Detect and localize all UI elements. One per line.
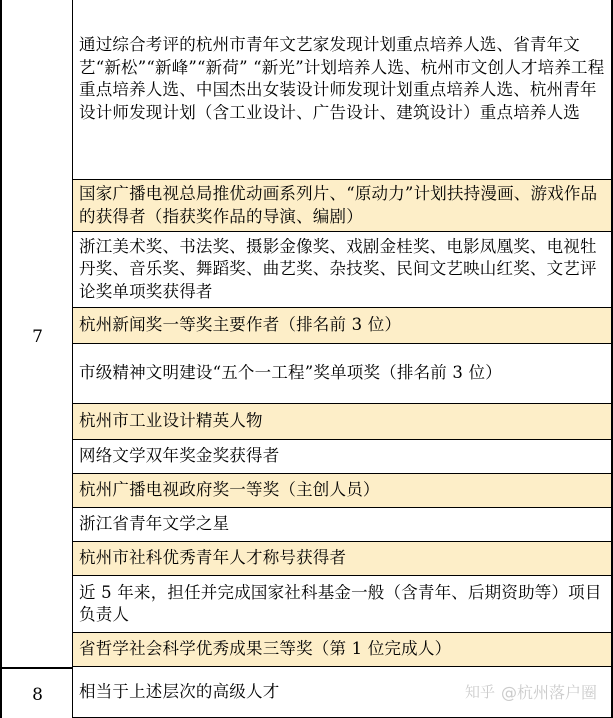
table-row — [73, 180, 611, 232]
watermark-text: @杭州落户圈 — [500, 683, 597, 702]
row-text: 杭州新闻奖一等奖主要作者（排名前 3 位） — [79, 315, 402, 335]
table-row — [73, 232, 611, 308]
row-text: 近 5 年来，担任并完成国家社科基金一般（含青年、后期资助等）项目负责人 — [79, 582, 602, 624]
watermark — [465, 680, 597, 703]
row-text: 网络文学双年奖金奖获得者 — [79, 446, 280, 466]
row-text: 省哲学社会科学优秀成果三等奖（第 1 位完成人） — [79, 639, 452, 659]
level-separator — [2, 667, 73, 669]
row-text: 杭州市社科优秀青年人才称号获得者 — [79, 548, 347, 568]
table-row — [73, 508, 611, 542]
row-text: 杭州市工业设计精英人物 — [79, 411, 263, 431]
table-row — [73, 0, 611, 180]
level-column — [2, 0, 73, 718]
table-row — [73, 633, 611, 667]
row-text: 市级精神文明建设“五个一工程”奖单项奖（排名前 3 位） — [79, 363, 502, 383]
table-row — [73, 576, 611, 633]
level-number-8: 8 — [32, 685, 43, 705]
table-row — [73, 308, 611, 344]
level-number-7: 7 — [32, 327, 43, 347]
row-text: 国家广播电视总局推优动画系列片、“原动力”计划扶持漫画、游戏作品的获得者（指获奖作品的导演、编剧） — [79, 184, 598, 226]
table-row — [73, 474, 611, 508]
row-text: 浙江美术奖、书法奖、摄影金像奖、戏剧金桂奖、电影凤凰奖、电视牡丹奖、音乐奖、舞蹈奖、曲艺奖、杂技奖、民间文艺映山红奖、文艺评论奖单项奖获得者 — [79, 236, 597, 301]
table-row — [73, 344, 611, 404]
table-row — [73, 440, 611, 474]
row-text: 浙江省青年文学之星 — [79, 514, 230, 534]
row-text: 相当于上述层次的高级人才 — [79, 681, 280, 701]
table-row — [73, 404, 611, 440]
table-row — [73, 542, 611, 576]
zhihu-logo-icon: 知乎 — [464, 683, 495, 701]
row-text: 通过综合考评的杭州市青年文艺家发现计划重点培养人选、省青年文艺“新松”“新峰”“新荷” “新光”计划培养人选、杭州市文创人才培养工程重点培养人选、中国杰出女装设计师发现计划重点培养人选、杭州青年设计师发现计划（含工业设计、广告设计、建筑设计）重点培养人选 — [79, 35, 605, 122]
row-text: 杭州广播电视政府奖一等奖（主创人员） — [79, 480, 380, 500]
